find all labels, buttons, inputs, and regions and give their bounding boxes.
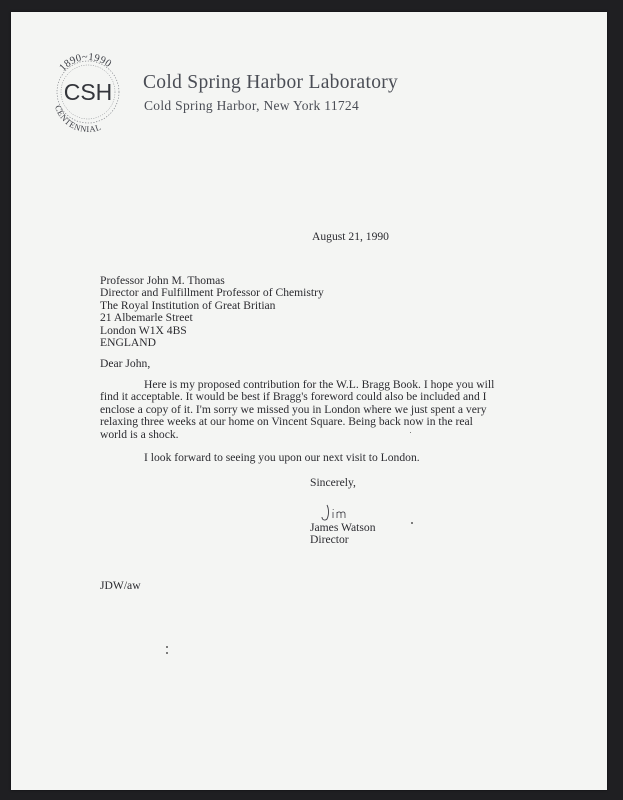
reference-initials: JDW/aw	[100, 579, 141, 592]
organization-address: Cold Spring Harbor, New York 11724	[144, 98, 360, 113]
recipient-line: Director and Fulfillment Professor of Chemistry	[100, 286, 324, 300]
organization-name: Cold Spring Harbor Laboratory	[143, 72, 399, 93]
recipient-line: 21 Albemarle Street	[100, 311, 193, 325]
recipient-address-block	[100, 275, 324, 349]
recipient-line: Professor John M. Thomas	[100, 274, 225, 287]
paper-speck	[166, 646, 168, 648]
paper-speck	[410, 432, 411, 433]
csh-centennial-logo	[42, 46, 134, 138]
signer-name: James Watson	[310, 521, 376, 534]
paragraph-line: world is a shock.	[100, 427, 179, 441]
letter-page	[11, 12, 607, 790]
paragraph-line: Here is my proposed contribution for the W.L. Bragg Book. I hope you will	[144, 378, 495, 391]
paragraph-line: relaxing three weeks at our home on Vincent Square. Being back now in the real	[100, 415, 473, 429]
letter-date: August 21, 1990	[312, 230, 389, 243]
paragraph-line: find it acceptable. It would be best if Bragg's foreword could also be included and I	[100, 390, 487, 404]
body-paragraph-2: I look forward to seeing you upon our next visit to London.	[144, 451, 420, 464]
paragraph-line: enclose a copy of it. I'm sorry we missed you in London where we just spent a very	[100, 402, 487, 416]
body-paragraph-1	[100, 379, 494, 441]
salutation: Dear John,	[100, 357, 151, 370]
recipient-line: The Royal Institution of Great Britian	[100, 298, 276, 312]
recipient-line: London W1X 4BS	[100, 323, 187, 337]
closing: Sincerely,	[310, 476, 356, 489]
logo-initials: CSH	[63, 79, 113, 105]
recipient-line: ENGLAND	[100, 336, 157, 350]
logo-years-text: 1890~1990	[57, 51, 114, 74]
signer-title: Director	[310, 533, 349, 546]
paper-speck	[411, 522, 413, 524]
logo-ribbon-text: CENTENNIAL	[53, 103, 103, 135]
paper-speck	[166, 652, 168, 654]
